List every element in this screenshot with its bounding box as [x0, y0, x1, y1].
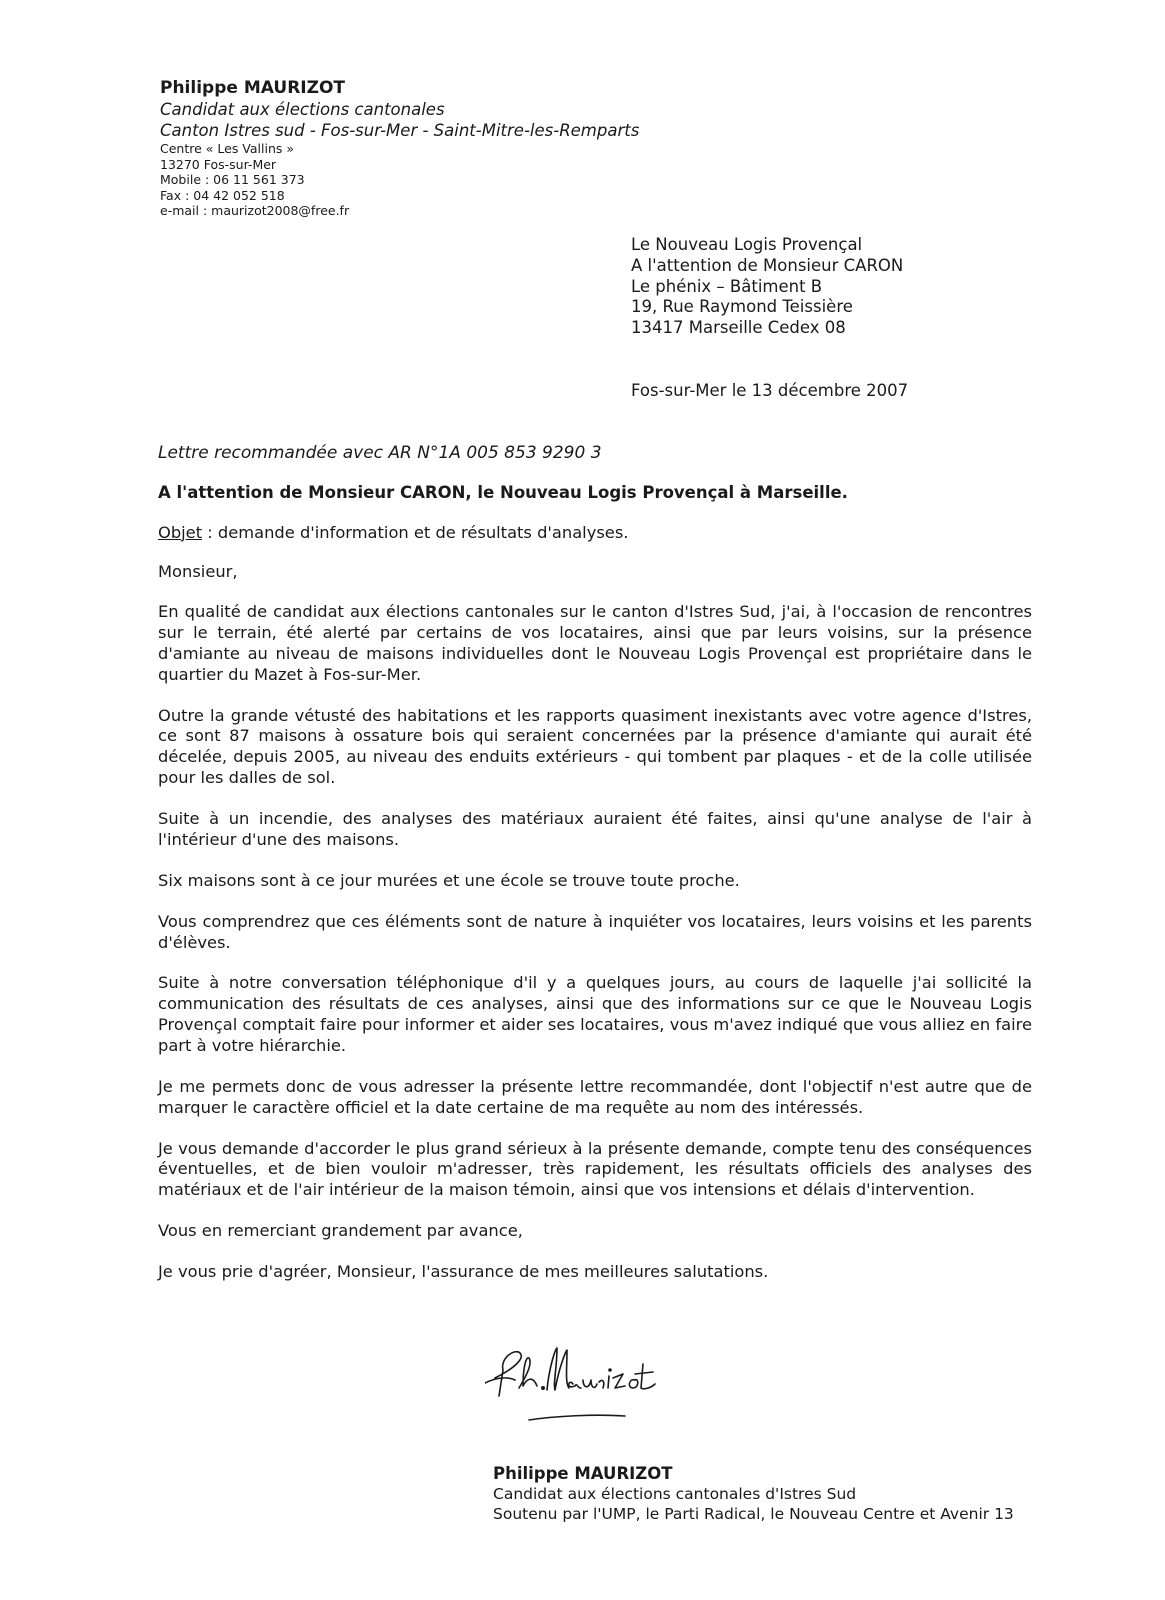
sender-email: e-mail : maurizot2008@free.fr [160, 203, 350, 218]
signatory-name: Philippe MAURIZOT [493, 1464, 673, 1483]
sender-address-line2: 13270 Fos-sur-Mer [160, 156, 277, 172]
attention-line: A l'attention de Monsieur CARON, le Nouveau Logis Provençal à Marseille. [158, 482, 848, 502]
recipient-line4: 19, Rue Raymond Teissière [631, 297, 853, 317]
sender-address-line1: Centre « Les Vallins » [160, 141, 295, 156]
sender-fax: Fax : 04 42 052 518 [160, 187, 285, 203]
registered-mail-line: Lettre recommandée avec AR N°1A 005 853 9290 3 [158, 443, 602, 463]
sender-header [160, 77, 780, 219]
paragraph: En qualité de candidat aux élections cantonales sur le canton d'Istres Sud, j'ai, à l'occasion de rencontres sur le terrain, été alerté par certains de vos locataires, ainsi que par leurs voisins, sur la présence d'amiante au niveau de maisons individuelles dont le Nouveau Logis Provençal est propriétaire dans le quartier du Mazet à Fos-sur-Mer. [158, 602, 1032, 684]
signatory-support: Soutenu par l'UMP, le Parti Radical, le Nouveau Centre et Avenir 13 [493, 1505, 1014, 1523]
recipient-line1: Le Nouveau Logis Provençal [631, 235, 863, 254]
paragraph: Outre la grande vétusté des habitations et les rapports quasiment inexistants avec votre agence d'Istres, ce sont 87 maisons à ossature bois qui seraient concernées par la présence d'amiante qui aurait été décelée, depuis 2005, au niveau des enduits extérieurs - qui tombent par plaques - et de la colle utilisée pour les dalles de sol. [158, 705, 1032, 787]
subject-text: : demande d'information et de résultats d'analyses. [202, 522, 629, 542]
letter-body [158, 443, 1032, 1303]
sender-name [160, 77, 780, 99]
subject-label: Objet [158, 522, 203, 542]
signatory-title: Candidat aux élections cantonales d'Istres Sud [493, 1485, 857, 1503]
letter-date: Fos-sur-Mer le 13 décembre 2007 [631, 381, 909, 400]
recipient-address [631, 235, 1051, 339]
paragraph: Six maisons sont à ce jour murées et une école se trouve toute proche. [158, 870, 740, 890]
paragraph: Je me permets donc de vous adresser la présente lettre recommandée, dont l'objectif n'est autre que de marquer le caractère officiel et la date certaine de ma requête au nom des intéressés. [158, 1076, 1032, 1117]
recipient-line5: 13417 Marseille Cedex 08 [631, 318, 846, 338]
paragraph: Suite à un incendie, des analyses des matériaux auraient été faites, ainsi qu'une analyse de l'air à l'intérieur d'une des maisons. [158, 808, 1032, 849]
sender-last-name: MAURIZOT [243, 78, 345, 98]
signature-block [493, 1463, 1053, 1524]
paragraph: Je vous demande d'accorder le plus grand sérieux à la présente demande, compte tenu des conséquences éventuelles, et de bien vouloir m'adresser, très rapidement, les résultats officiels des analyses des matériaux et de l'air intérieur de la maison témoin, ainsi que vos intensions et délais d'intervention. [158, 1138, 1032, 1200]
salutation: Monsieur, [158, 562, 238, 582]
sender-role-line1: Candidat aux élections cantonales [160, 100, 445, 119]
sender-role-line2: Canton Istres sud - Fos-sur-Mer - Saint-Mitre-les-Remparts [160, 121, 640, 140]
paragraph: Suite à notre conversation téléphonique d'il y a quelques jours, au cours de laquelle j'ai sollicité la communication des résultats de ces analyses, ainsi que des informations sur ce que le Nouveau Logis Provençal comptait faire pour informer et aider ses locataires, vous m'avez indiqué que vous alliez en faire part à votre hiérarchie. [158, 973, 1032, 1055]
closing-thanks: Vous en remerciant grandement par avance, [158, 1221, 523, 1241]
closing-salutation: Je vous prie d'agréer, Monsieur, l'assurance de mes meilleures salutations. [158, 1262, 769, 1282]
paragraph: Vous comprendrez que ces éléments sont de nature à inquiéter vos locataires, leurs voisins et les parents d'élèves. [158, 911, 1032, 952]
subject-line [158, 523, 1032, 544]
recipient-line2: A l'attention de Monsieur CARON [631, 255, 904, 275]
sender-first-name: Philippe [160, 78, 238, 98]
recipient-line3: Le phénix – Bâtiment B [631, 276, 823, 296]
sender-mobile: Mobile : 06 11 561 373 [160, 172, 305, 187]
handwritten-signature [485, 1328, 685, 1438]
